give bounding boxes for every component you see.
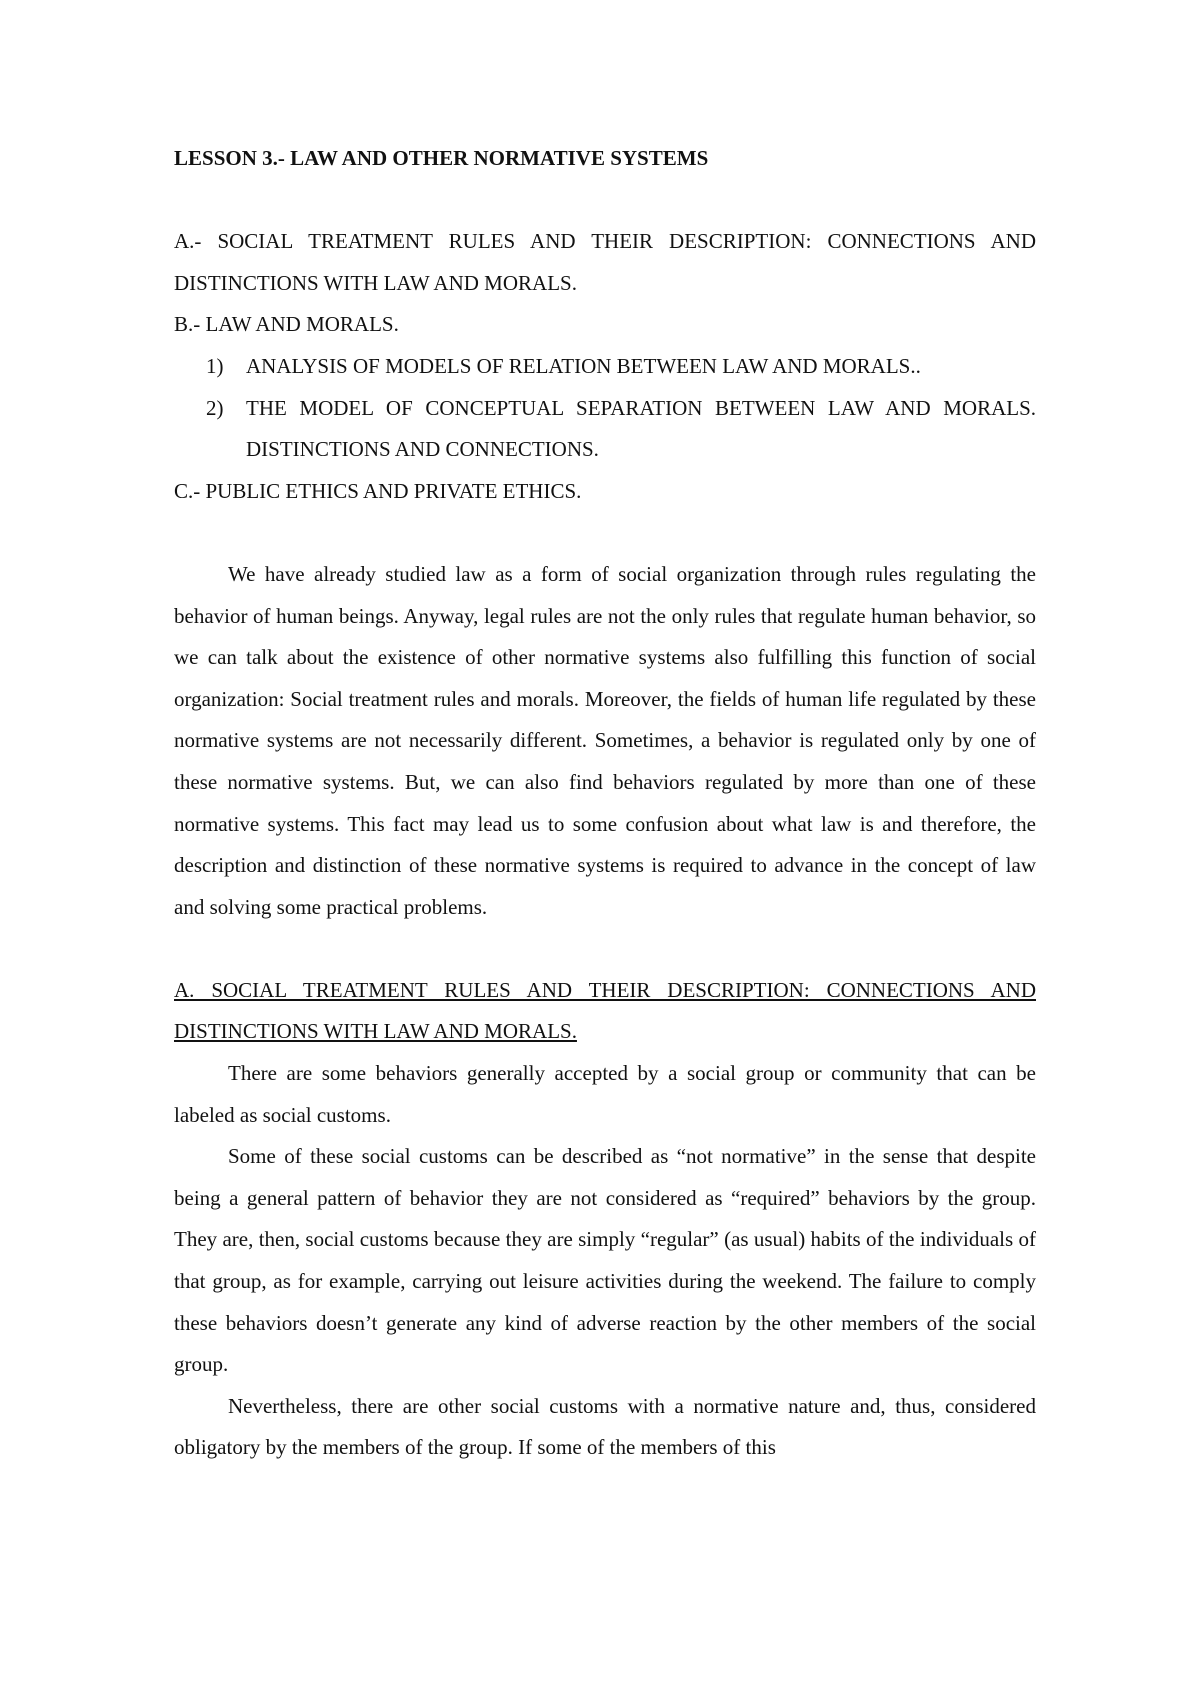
section-a-paragraph: Nevertheless, there are other social customs with a normative nature and, thus, considered obligatory by the members of the group. If some of the members of this — [174, 1393, 1036, 1460]
lesson-outline — [174, 221, 1036, 512]
intro-paragraph: We have already studied law as a form of social organization through rules regulating the behavior of human beings. Anyway, legal rules are not the only rules that regulate human behavior, so we can talk about the existence of other normative systems also fulfilling this function of social organization: Social treatment rules and morals. Moreover, the fields of human life regulated by these normative systems are not necessarily different. Sometimes, a behavior is regulated only by one of these normative systems. But, we can also find behaviors regulated by more than one of these normative systems. This fact may lead us to some confusion about what law is and therefore, the description and distinction of these normative systems is required to advance in the concept of law and solving some practical problems. — [174, 561, 1036, 919]
outline-subitem-text: THE MODEL OF CONCEPTUAL SEPARATION BETWEEN LAW AND MORALS. DISTINCTIONS AND CONNECTIONS. — [246, 395, 1036, 462]
outline-item-c: C.- PUBLIC ETHICS AND PRIVATE ETHICS. — [174, 478, 582, 503]
page-content — [174, 138, 1036, 1469]
outline-item-b: B.- LAW AND MORALS. — [174, 312, 399, 337]
outline-subitem-number: 1) — [206, 353, 224, 378]
section-a-paragraph: There are some behaviors generally accepted by a social group or community that can be labeled as social customs. — [174, 1061, 1036, 1127]
outline-subitem — [174, 388, 1036, 471]
outline-subitem — [174, 346, 1036, 388]
lesson-title: LESSON 3.- LAW AND OTHER NORMATIVE SYSTEMS — [174, 146, 709, 170]
outline-item-a: A.- SOCIAL TREATMENT RULES AND THEIR DESCRIPTION: CONNECTIONS AND DISTINCTIONS WITH LAW AND MORALS. — [174, 229, 1036, 295]
outline-subitems — [174, 346, 1036, 471]
outline-subitem-number: 2) — [206, 395, 224, 420]
section-a-paragraph: Some of these social customs can be described as “not normative” in the sense that despite being a general pattern of behavior they are not considered as “required” behaviors by the group. They are, then, social customs because they are simply “regular” (as usual) habits of the individuals of that group, as for example, carrying out leisure activities during the weekend. The failure to comply these behaviors doesn’t generate any kind of adverse reaction by the other members of the social group. — [174, 1144, 1036, 1377]
outline-subitem-text: ANALYSIS OF MODELS OF RELATION BETWEEN LAW AND MORALS.. — [246, 353, 921, 378]
section-a-heading: A. SOCIAL TREATMENT RULES AND THEIR DESCRIPTION: CONNECTIONS AND DISTINCTIONS WITH LAW AND MORALS. — [174, 977, 1036, 1044]
